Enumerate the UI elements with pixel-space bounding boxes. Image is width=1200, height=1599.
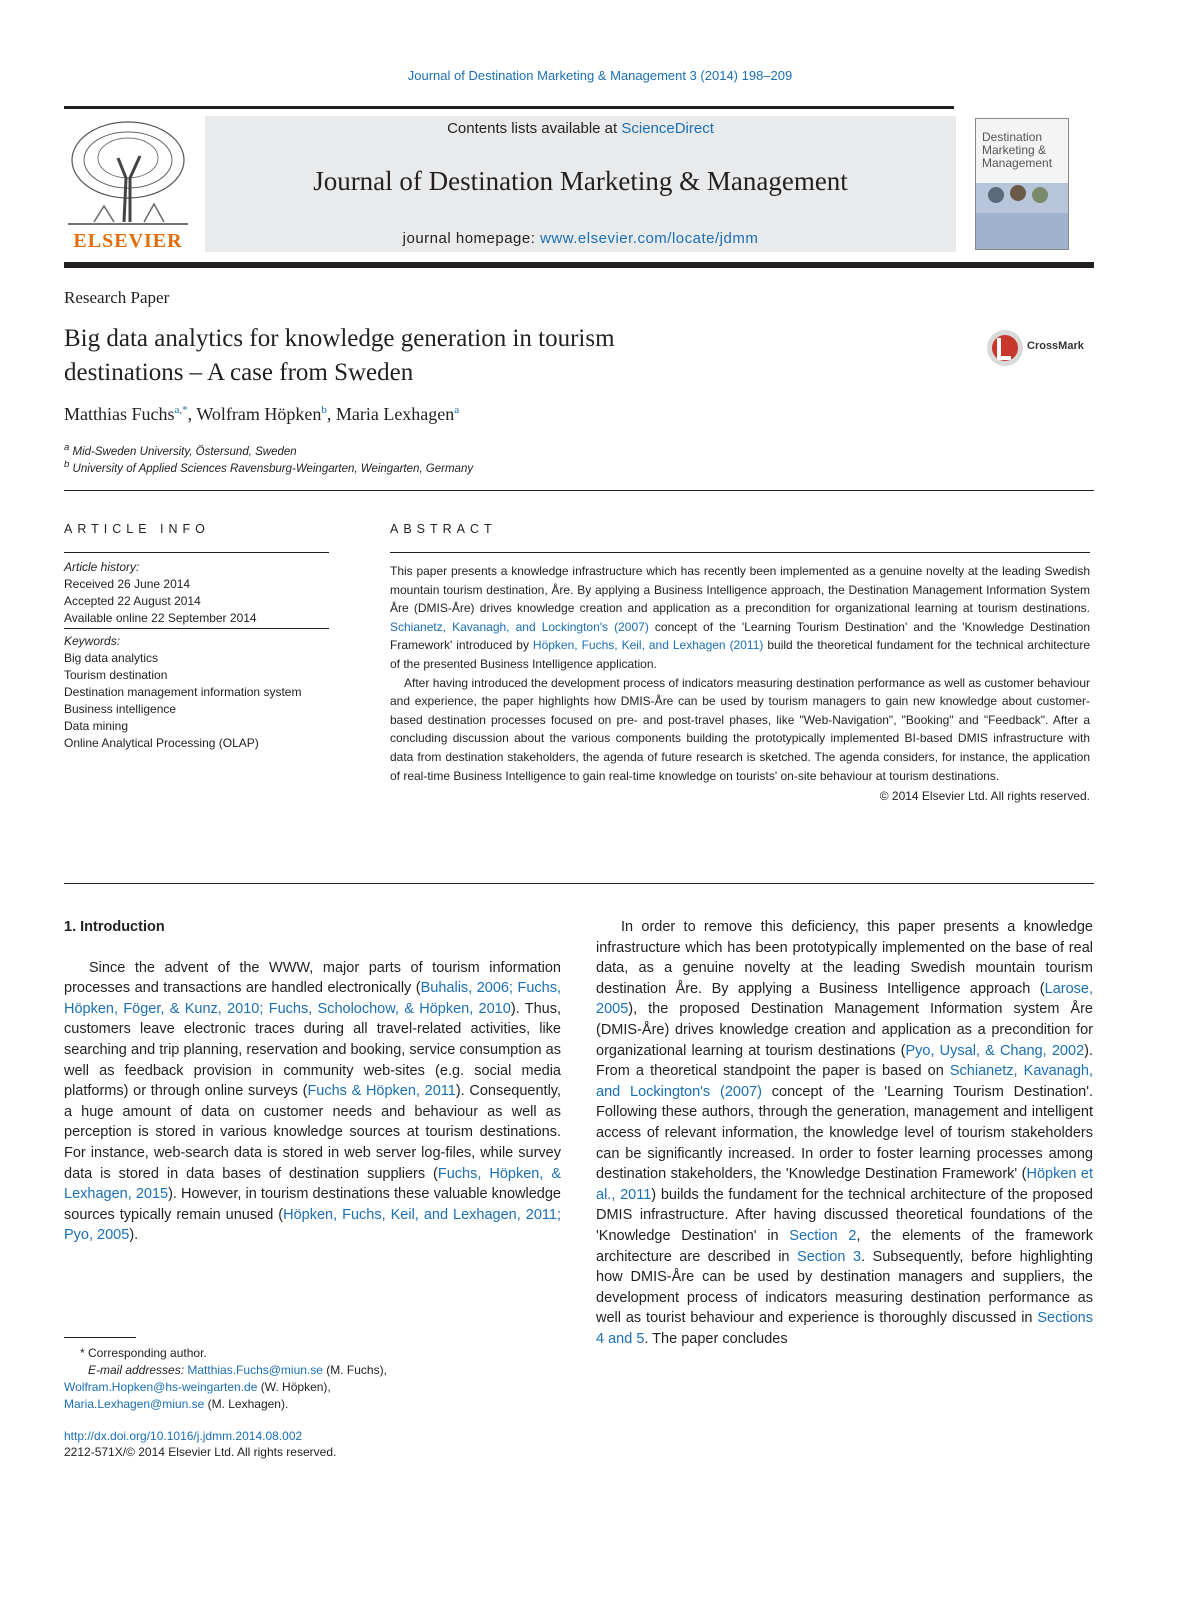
citation-link[interactable]: Schianetz, Kavanagh, and Lockington's (2007) xyxy=(596,1063,1094,1100)
cover-image xyxy=(976,183,1068,249)
doi-link[interactable]: http://dx.doi.org/10.1016/j.jdmm.2014.08.002 xyxy=(64,1429,303,1443)
citation-link[interactable]: Höpken, Fuchs, Keil, and Lexhagen (2011) xyxy=(532,638,764,653)
author-name[interactable]: Wolfram Höpken xyxy=(196,404,322,424)
citation-link[interactable]: Fuchs & Höpken, 2011 xyxy=(307,1083,456,1100)
keyword: Data mining xyxy=(64,719,129,733)
keywords-label: Keywords: xyxy=(64,628,329,650)
corresponding-note: * Corresponding author. xyxy=(80,1346,207,1360)
crossmark-label: CrossMark xyxy=(1027,340,1084,352)
section-link[interactable]: Sections 4 and 5 xyxy=(596,1310,1093,1347)
citation-link[interactable]: Fuchs, Höpken, & Lexhagen, 2015 xyxy=(64,1165,561,1203)
affiliation-a xyxy=(64,442,297,458)
abstract-body xyxy=(390,562,1090,806)
cover-title: Destination Marketing & Management xyxy=(982,130,1053,170)
contents-line xyxy=(205,120,956,137)
email-line xyxy=(64,1362,561,1379)
section-link[interactable]: Section 2 xyxy=(789,1227,857,1244)
publisher-wordmark: ELSEVIER xyxy=(73,230,183,252)
email-link[interactable]: Matthias.Fuchs@miun.se xyxy=(187,1363,323,1377)
author-list: Matthias Fuchs$^{a,*}$, Wolfram Höpken$^b$, Maria Lexhagen$^a$ xyxy=(64,404,460,424)
author-affil-mark[interactable]: b xyxy=(321,404,327,416)
title-line-1: Big data analytics for knowledge generation in tourism xyxy=(64,325,615,352)
body-paragraph xyxy=(64,958,561,1246)
email-link[interactable]: Wolfram.Hopken@hs-weingarten.de xyxy=(64,1380,258,1394)
keyword: Tourism destination xyxy=(64,668,168,682)
keyword: Business intelligence xyxy=(64,702,177,716)
article-info-heading: ARTICLE INFO xyxy=(64,522,210,536)
online-date: Available online 22 September 2014 xyxy=(64,611,257,625)
body-text: ). Consequently, a huge amount of data on customer needs and behaviour as well as perception is stored in various knowledge sources at tourism destinations. For instance, web-search data is stored in web server log-files, while survey data is stored in data bases of destination suppliers ( xyxy=(64,1083,562,1182)
keyword: Online Analytical Processing (OLAP) xyxy=(64,736,259,750)
section-heading: 1. Introduction xyxy=(64,919,165,935)
citation-link[interactable]: Höpken, Fuchs, Keil, and Lexhagen, 2011; Pyo, 2005 xyxy=(64,1206,561,1244)
copyright-notice: © 2014 Elsevier Ltd. All rights reserved. xyxy=(879,789,1090,804)
body-text: ). xyxy=(129,1227,139,1244)
divider xyxy=(64,883,1094,884)
abstract-heading: ABSTRACT xyxy=(390,522,497,536)
contents-prefix: Contents lists available at xyxy=(447,120,622,137)
abstract-text: This paper presents a knowledge infrastructure which has recently been implemented as a genuine novelty at the leading Swedish mountain tourism destination, Åre. By applying a Business Intelligence approach, the Destination Management Information System Åre (DMIS-Åre) drives knowledge creation and application as a precondition for organizational learning at tourism destinations. xyxy=(390,564,1090,616)
citation-link[interactable]: Schianetz, Kavanagh, and Lockington's (2007) xyxy=(390,619,649,634)
journal-title: Journal of Destination Marketing & Management xyxy=(313,166,848,196)
body-text: Since the advent of the WWW, major parts of tourism information processes and transactions are handled electronically ( xyxy=(64,959,561,997)
affil-mark: a xyxy=(64,442,70,453)
homepage-line xyxy=(205,230,956,247)
affiliation-b xyxy=(64,459,473,475)
left-column xyxy=(64,917,561,1246)
email-owner: (M. Fuchs), xyxy=(322,1363,387,1377)
article-info xyxy=(64,555,329,752)
citation-link[interactable]: Pyo, Uysal, & Chang, 2002 xyxy=(905,1042,1085,1059)
abstract-text: concept of the 'Learning Tourism Destination' and the 'Knowledge Destination Framework' introduced by xyxy=(390,619,1091,653)
email-line xyxy=(64,1379,561,1396)
email-label: E-mail addresses: xyxy=(88,1363,188,1377)
body-text: ). However, in tourism destinations these valuable knowledge sources typically remain unused ( xyxy=(64,1186,561,1223)
affil-text: University of Applied Sciences Ravensburg-Weingarten, Weingarten, Germany xyxy=(72,462,474,475)
crossmark-badge[interactable] xyxy=(985,328,1095,373)
abstract-paragraph xyxy=(390,562,1090,674)
homepage-link[interactable]: www.elsevier.com/locate/jdmm xyxy=(540,230,759,247)
article-title xyxy=(64,322,824,390)
homepage-prefix: journal homepage: xyxy=(402,230,541,247)
section-link[interactable]: Section 3 xyxy=(797,1248,862,1265)
received-date: Received 26 June 2014 xyxy=(64,577,191,591)
doi-block xyxy=(64,1428,336,1460)
email-line xyxy=(64,1396,561,1413)
author-affil-mark[interactable]: a,* xyxy=(174,404,188,416)
issn-line: 2212-571X/© 2014 Elsevier Ltd. All rights reserved. xyxy=(64,1445,337,1459)
abstract-rule xyxy=(390,552,1090,553)
citation-link[interactable]: Höpken et al., 2011 xyxy=(596,1166,1093,1203)
body-text: . The paper concludes xyxy=(644,1330,788,1347)
info-rule xyxy=(64,552,329,553)
body-text: ) builds the fundament for the technical architecture of the proposed DMIS infrastructure. After having discussed theoretical foundations of the 'Knowledge Destination' in xyxy=(596,1186,1093,1244)
body-text: In order to remove this deficiency, this paper presents a knowledge infrastructure which has been prototypically implemented on the base of real data, as a genuine novelty at the leading Swedish mountain tourism destination Åre. By applying a Business Intelligence approach ( xyxy=(596,919,1093,997)
body-text: . Subsequently, before highlighting how DMIS-Åre can be used by destination managers and suppliers, the development process of indicators measuring destination performance as well as tourist behaviour and experience is thoroughly discussed in xyxy=(596,1248,1093,1327)
body-text: , the elements of the framework architecture are described in xyxy=(596,1227,1093,1265)
body-text: ). Thus, customers leave electronic traces during all travel-related activities, like searching and trip planning, reservation and booking, service consumption as well as feedback provision in community web-sites (e.g. social media platforms) or through online surveys ( xyxy=(64,1000,561,1100)
body-text: ). From a theoretical standpoint the paper is based on xyxy=(596,1042,1093,1080)
affil-mark: b xyxy=(64,459,70,470)
divider xyxy=(64,490,1094,491)
body-paragraph xyxy=(596,917,1093,1349)
paper-type: Research Paper xyxy=(64,288,170,307)
citation-link[interactable]: Larose, 2005 xyxy=(596,980,1093,1018)
author-name[interactable]: Matthias Fuchs xyxy=(64,404,175,424)
header-thick-rule xyxy=(64,262,1094,268)
body-text: concept of the 'Learning Tourism Destination'. Following these authors, through the generation, management and intelligent access of relevant information, the knowledge level of tourism stakeholders can be significantly increased. In order to foster learning processes among destination stakeholders, the 'Knowledge Destination Framework' ( xyxy=(596,1083,1093,1183)
abstract-paragraph: After having introduced the development process of indicators measuring destination performance as well as customer behaviour and experience, the paper highlights how DMIS-Åre can be used by tourism managers to gain new knowledge about customer-based destination processes focused on pre- and post-travel phases, like "Web-Navigation", "Booking" and "Feedback". After a concluding discussion about the various components building the prototypically implemented BI-based DMIS infrastructure with data from destination stakeholders, the agenda of future research is sketched. The agenda considers, for instance, the application of real-time Business Intelligence to gain real-time knowledge on tourists' on-site behaviour at tourism destinations. xyxy=(390,675,1090,783)
body-text: ), the proposed Destination Management Information system Åre (DMIS-Åre) drives knowledge creation and application as a precondition for organizational learning at tourism destinations ( xyxy=(596,1001,1093,1059)
abstract-text: build the theoretical fundament for the technical architecture of the presented Business Intelligence application. xyxy=(390,638,1090,671)
title-line-2: destinations – A case from Sweden xyxy=(64,359,414,386)
journal-cover-thumbnail[interactable] xyxy=(975,118,1069,250)
keyword: Big data analytics xyxy=(64,651,159,665)
history-label: Article history: xyxy=(64,560,140,574)
citation-link[interactable]: Buhalis, 2006; Fuchs, Höpken, Föger, & Kunz, 2010; Fuchs, Scholochow, & Höpken, 2010 xyxy=(64,980,561,1017)
sciencedirect-link[interactable]: ScienceDirect xyxy=(621,120,714,137)
top-rule xyxy=(64,106,954,109)
keyword: Destination management information system xyxy=(64,685,302,699)
footnote-rule xyxy=(64,1337,136,1338)
journal-banner xyxy=(205,116,956,252)
right-column xyxy=(596,917,1093,1349)
footnotes xyxy=(64,1345,561,1413)
affil-text: Mid-Sweden University, Östersund, Sweden xyxy=(72,445,297,458)
email-link[interactable]: Maria.Lexhagen@miun.se xyxy=(64,1397,205,1411)
email-owner: (M. Lexhagen). xyxy=(204,1397,289,1411)
author-affil-mark[interactable]: a xyxy=(454,404,460,416)
email-owner: (W. Höpken), xyxy=(257,1380,331,1394)
accepted-date: Accepted 22 August 2014 xyxy=(64,594,201,608)
journal-citation-link[interactable]: Journal of Destination Marketing & Management 3 (2014) 198–209 xyxy=(407,68,793,83)
author-name[interactable]: Maria Lexhagen xyxy=(335,404,455,424)
